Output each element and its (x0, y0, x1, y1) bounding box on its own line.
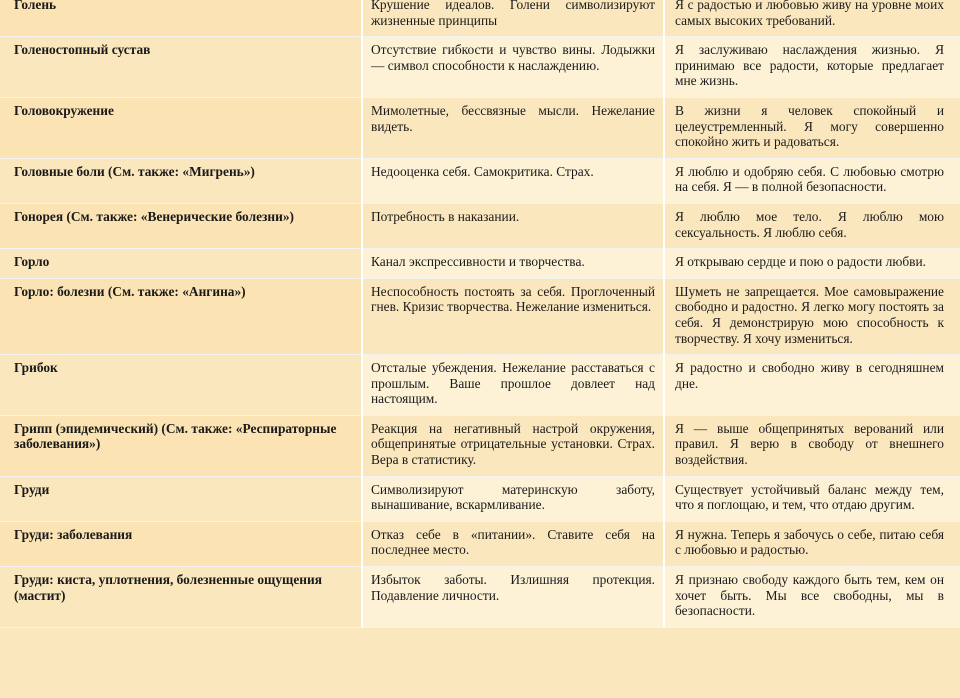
table-row (0, 415, 960, 476)
term-cell: Горло: болезни (См. также: «Ангина») (0, 278, 362, 354)
cause-cell: Отказ себе в «питании». Ставите себя на последнее место. (362, 521, 664, 566)
term-cell: Грипп (эпидемический) (См. также: «Респираторные заболевания») (0, 415, 362, 476)
term-cell: Груди (0, 476, 362, 521)
cause-cell: Мимолетные, бессвязные мысли. Нежелание видеть. (362, 97, 664, 158)
term-cell: Горло (0, 249, 362, 279)
affirmation-cell: Я люблю и одобряю себя. С любовью смотрю на себя. Я — в полной безопасности. (664, 158, 960, 203)
cause-cell: Символизируют материнскую заботу, вынашивание, вскармливание. (362, 476, 664, 521)
affirmation-cell: Я — выше общепринятых верований или правил. Я верю в свободу от внешнего воздействия. (664, 415, 960, 476)
cause-cell: Потребность в наказании. (362, 203, 664, 248)
table-row (0, 567, 960, 628)
table-row (0, 158, 960, 203)
table-row (0, 521, 960, 566)
term-cell: Груди: киста, уплотнения, болезненные ощущения (мастит) (0, 567, 362, 628)
table-row (0, 476, 960, 521)
cause-cell: Крушение идеалов. Голени символизируют жизненные принципы (362, 0, 664, 37)
table-row (0, 97, 960, 158)
affirmation-cell: Я признаю свободу каждого быть тем, кем он хочет быть. Мы все свободны, мы в безопасности. (664, 567, 960, 628)
affirmation-cell: Шуметь не запрещается. Мое самовыражение свободно и радостно. Я легко могу постоять за себя. Я демонстрирую мою способность к творчеству. Я хочу измениться. (664, 278, 960, 354)
table-row (0, 0, 960, 37)
table-row (0, 278, 960, 354)
term-cell: Головные боли (См. также: «Мигрень») (0, 158, 362, 203)
term-cell: Груди: заболевания (0, 521, 362, 566)
cause-cell: Отсутствие гибкости и чувство вины. Лодыжки — символ способности к наслаждению. (362, 37, 664, 98)
cause-cell: Отсталые убеждения. Нежелание расставаться с прошлым. Ваше прошлое довлеет над настоящим. (362, 355, 664, 416)
cause-cell: Канал экспрессивности и творчества. (362, 249, 664, 279)
affirmation-cell: В жизни я человек спокойный и целеустремленный. Я могу совершенно спокойно жить и радоваться. (664, 97, 960, 158)
table-row (0, 37, 960, 98)
affirmation-cell: Я открываю сердце и пою о радости любви. (664, 249, 960, 279)
table-row (0, 203, 960, 248)
affirmation-cell: Я с радостью и любовью живу на уровне моих самых высоких требований. (664, 0, 960, 37)
term-cell: Грибок (0, 355, 362, 416)
term-cell: Гонорея (См. также: «Венерические болезни») (0, 203, 362, 248)
cause-cell: Неспособность постоять за себя. Проглоченный гнев. Кризис творчества. Нежелание измениться. (362, 278, 664, 354)
table-row (0, 355, 960, 416)
affirmation-cell: Я радостно и свободно живу в сегодняшнем дне. (664, 355, 960, 416)
term-cell: Головокружение (0, 97, 362, 158)
term-cell: Голеностопный сустав (0, 37, 362, 98)
term-cell: Голень (0, 0, 362, 37)
affirmation-cell: Я нужна. Теперь я забочусь о себе, питаю себя с любовью и радостью. (664, 521, 960, 566)
cause-cell: Реакция на негативный настрой окружения, общепринятые отрицательные установки. Страх. Вера в статистику. (362, 415, 664, 476)
table-row (0, 249, 960, 279)
cause-cell: Избыток заботы. Излишняя протекция. Подавление личности. (362, 567, 664, 628)
affirmation-cell: Существует устойчивый баланс между тем, что я поглощаю, и тем, что отдаю другим. (664, 476, 960, 521)
cause-cell: Недооценка себя. Самокритика. Страх. (362, 158, 664, 203)
affirmation-cell: Я заслуживаю наслаждения жизнью. Я принимаю все радости, которые предлагает мне жизнь. (664, 37, 960, 98)
affirmation-cell: Я люблю мое тело. Я люблю мою сексуальность. Я люблю себя. (664, 203, 960, 248)
